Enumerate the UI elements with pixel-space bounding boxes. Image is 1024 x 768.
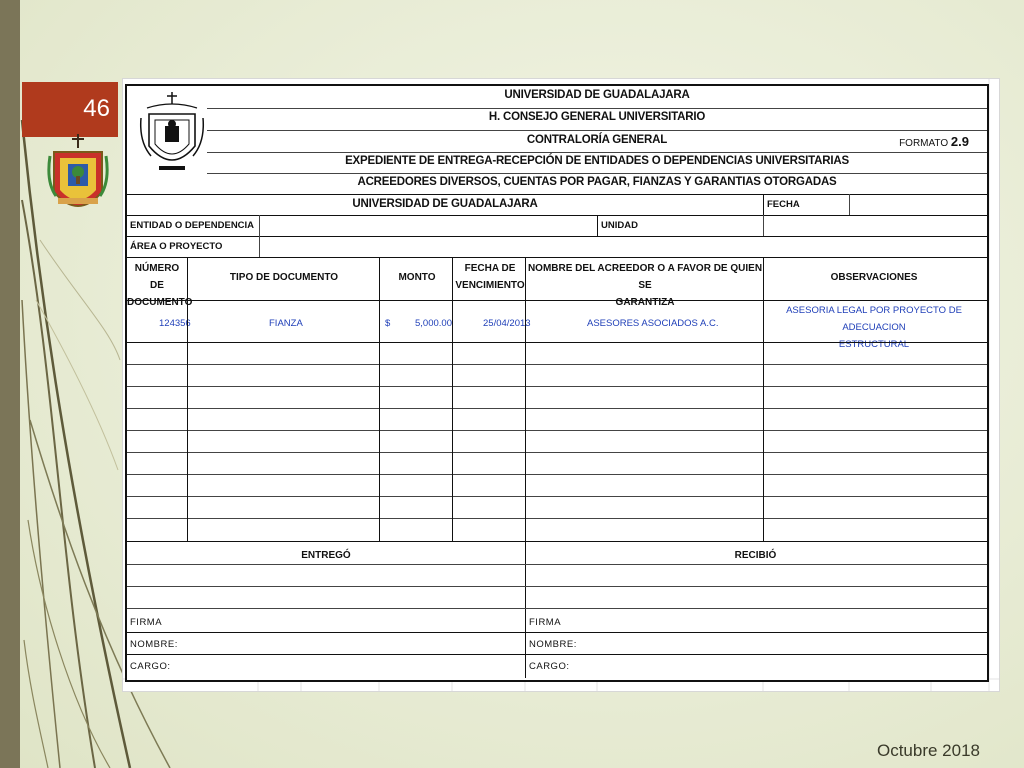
university-crest-icon (46, 132, 110, 222)
row1-monto-symbol: $ (385, 318, 391, 329)
spreadsheet-image (122, 78, 1000, 692)
firma-label-recibio: FIRMA (529, 617, 562, 628)
col-acreedor-header: NOMBRE DEL ACREEDOR O A FAVOR DE QUIEN SE GARANTIZA (527, 263, 763, 308)
row1-monto: 5,000.00 (415, 318, 452, 329)
col-tipo-header: TIPO DE DOCUMENTO (229, 272, 339, 283)
firma-label-entrego: FIRMA (130, 617, 163, 628)
formato-label: FORMATO 2.9 (899, 134, 969, 149)
nombre-label-recibio: NOMBRE: (529, 639, 577, 650)
nombre-label-entrego: NOMBRE: (130, 639, 178, 650)
row1-numero: 124356 (159, 318, 191, 329)
entrego-label: ENTREGÓ (301, 550, 351, 561)
university-seal-icon (139, 90, 205, 176)
col-numero-header: NÚMERO DE DOCUMENTO (127, 263, 193, 308)
unidad-label: UNIDAD (601, 220, 638, 231)
row1-tipo: FIANZA (269, 318, 303, 329)
col-fecha-header: FECHA DE VENCIMIENTO (455, 263, 525, 291)
slide-number-box (22, 82, 118, 137)
title-expediente: EXPEDIENTE DE ENTREGA-RECEPCIÓN DE ENTIDADES O DEPENDENCIAS UNIVERSITARIAS (345, 155, 849, 167)
row1-acreedor: ASESORES ASOCIADOS A.C. (587, 318, 719, 329)
title-acreedores: ACREEDORES DIVERSOS, CUENTAS POR PAGAR, FIANZAS Y GARANTIAS OTORGADAS (357, 176, 837, 188)
university-row: UNIVERSIDAD DE GUADALAJARA (352, 198, 538, 210)
fecha-label: FECHA (767, 199, 800, 210)
cargo-label-entrego: CARGO: (130, 661, 171, 672)
slide-number: 46 (83, 95, 110, 122)
entrega-recepcion-form (125, 84, 989, 682)
footer-date: Octubre 2018 (876, 741, 980, 760)
col-observaciones-header: OBSERVACIONES (830, 272, 918, 283)
title-contraloria: CONTRALORÍA GENERAL (526, 134, 668, 146)
recibio-label: RECIBIÓ (734, 550, 777, 561)
area-label: ÁREA O PROYECTO (130, 241, 223, 252)
cargo-label-recibio: CARGO: (529, 661, 570, 672)
title-university: UNIVERSIDAD DE GUADALAJARA (504, 89, 690, 101)
title-consejo: H. CONSEJO GENERAL UNIVERSITARIO (488, 111, 706, 123)
col-monto-header: MONTO (398, 272, 436, 283)
row1-observaciones: ASESORIA LEGAL POR PROYECTO DE ADECUACION ESTRUCTURAL (786, 305, 962, 350)
row1-fecha: 25/04/2013 (483, 318, 531, 329)
entidad-label: ENTIDAD O DEPENDENCIA (130, 220, 255, 231)
